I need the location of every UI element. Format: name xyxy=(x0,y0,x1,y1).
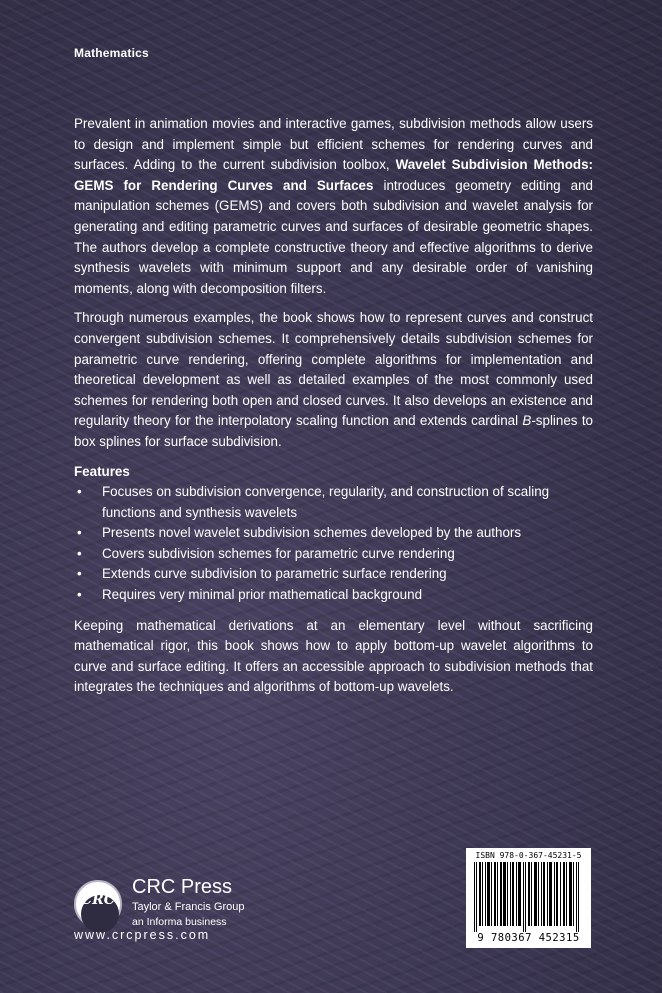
feature-text: Requires very minimal prior mathematical background xyxy=(102,587,423,603)
features-heading: Features xyxy=(74,463,130,479)
italic-b: B xyxy=(522,413,532,429)
publisher-website: www.crcpress.com xyxy=(74,928,211,942)
bullet-icon: • xyxy=(77,587,82,603)
barcode-icon xyxy=(471,862,586,932)
description-text: introduces geometry editing and manipulation schemes (GEMS) and covers both subdivision and wavelet analysis for generating and editing parametric curves and surfaces of desirable geometric shapes. The authors develop a complete constructive theory and effective algorithms to derive synthesis wavelets with minimum support and any desirable order of vanishing moments, along with decomposition filters. xyxy=(74,177,593,296)
book-title: Wavelet Subdivision Methods: GEMS for Rendering Curves and Surfaces xyxy=(74,157,593,193)
feature-item xyxy=(74,585,593,606)
bullet-icon: • xyxy=(77,566,82,582)
isbn-label: ISBN 978-0-367-45231-5 xyxy=(475,851,582,860)
bullet-icon: • xyxy=(77,545,82,561)
description-text: Through numerous examples, the book shows how to represent curves and construct convergent subdivision schemes. It comprehensively details subdivision schemes for parametric curve rendering, offering complete algorithms for implementation and theoretical development as well as detailed examples of the most commonly used schemes for rendering both open and closed curves. It also develops an existence and regularity theory for the interpolatory scaling function and extends cardinal xyxy=(74,310,593,429)
feature-item xyxy=(74,523,593,544)
feature-item xyxy=(74,544,593,565)
publisher-group: Taylor & Francis Group xyxy=(132,901,245,913)
description-text: -splines to box splines for surface subdivision. xyxy=(74,413,593,449)
back-cover-description xyxy=(74,114,593,707)
feature-item xyxy=(74,482,593,523)
feature-item xyxy=(74,564,593,585)
feature-text: Covers subdivision schemes for parametric curve rendering xyxy=(102,545,455,561)
description-paragraph-2 xyxy=(74,308,593,452)
feature-text: Extends curve subdivision to parametric surface rendering xyxy=(102,566,447,582)
crc-logo-text: CRC xyxy=(81,892,115,908)
publisher-business: an Informa business xyxy=(132,916,227,928)
barcode-digits: 9 780367 452315 xyxy=(477,932,580,944)
description-paragraph-3: Keeping mathematical derivations at an elementary level without sacrificing mathematical rigor, this book shows how to apply bottom-up wavelet algorithms to curve and surface editing. It offers an accessible approach to subdivision methods that integrates the techniques and algorithms of bottom-up wavelets. xyxy=(74,617,593,695)
description-paragraph-1 xyxy=(74,114,593,299)
bullet-icon: • xyxy=(77,525,82,541)
description-text: Prevalent in animation movies and interactive games, subdivision methods allow users to design and implement simple but efficient schemes for rendering curves and surfaces. Adding to the current subdivision toolbox, xyxy=(74,116,593,173)
feature-text: Focuses on subdivision convergence, regularity, and construction of scaling functions and synthesis wavelets xyxy=(102,484,550,520)
category-label: Mathematics xyxy=(74,46,149,60)
barcode-box xyxy=(466,848,591,948)
bullet-icon: • xyxy=(77,484,82,500)
publisher-name: CRC Press xyxy=(132,876,233,898)
feature-text: Presents novel wavelet subdivision schemes developed by the authors xyxy=(102,525,522,541)
features-list xyxy=(74,482,593,606)
